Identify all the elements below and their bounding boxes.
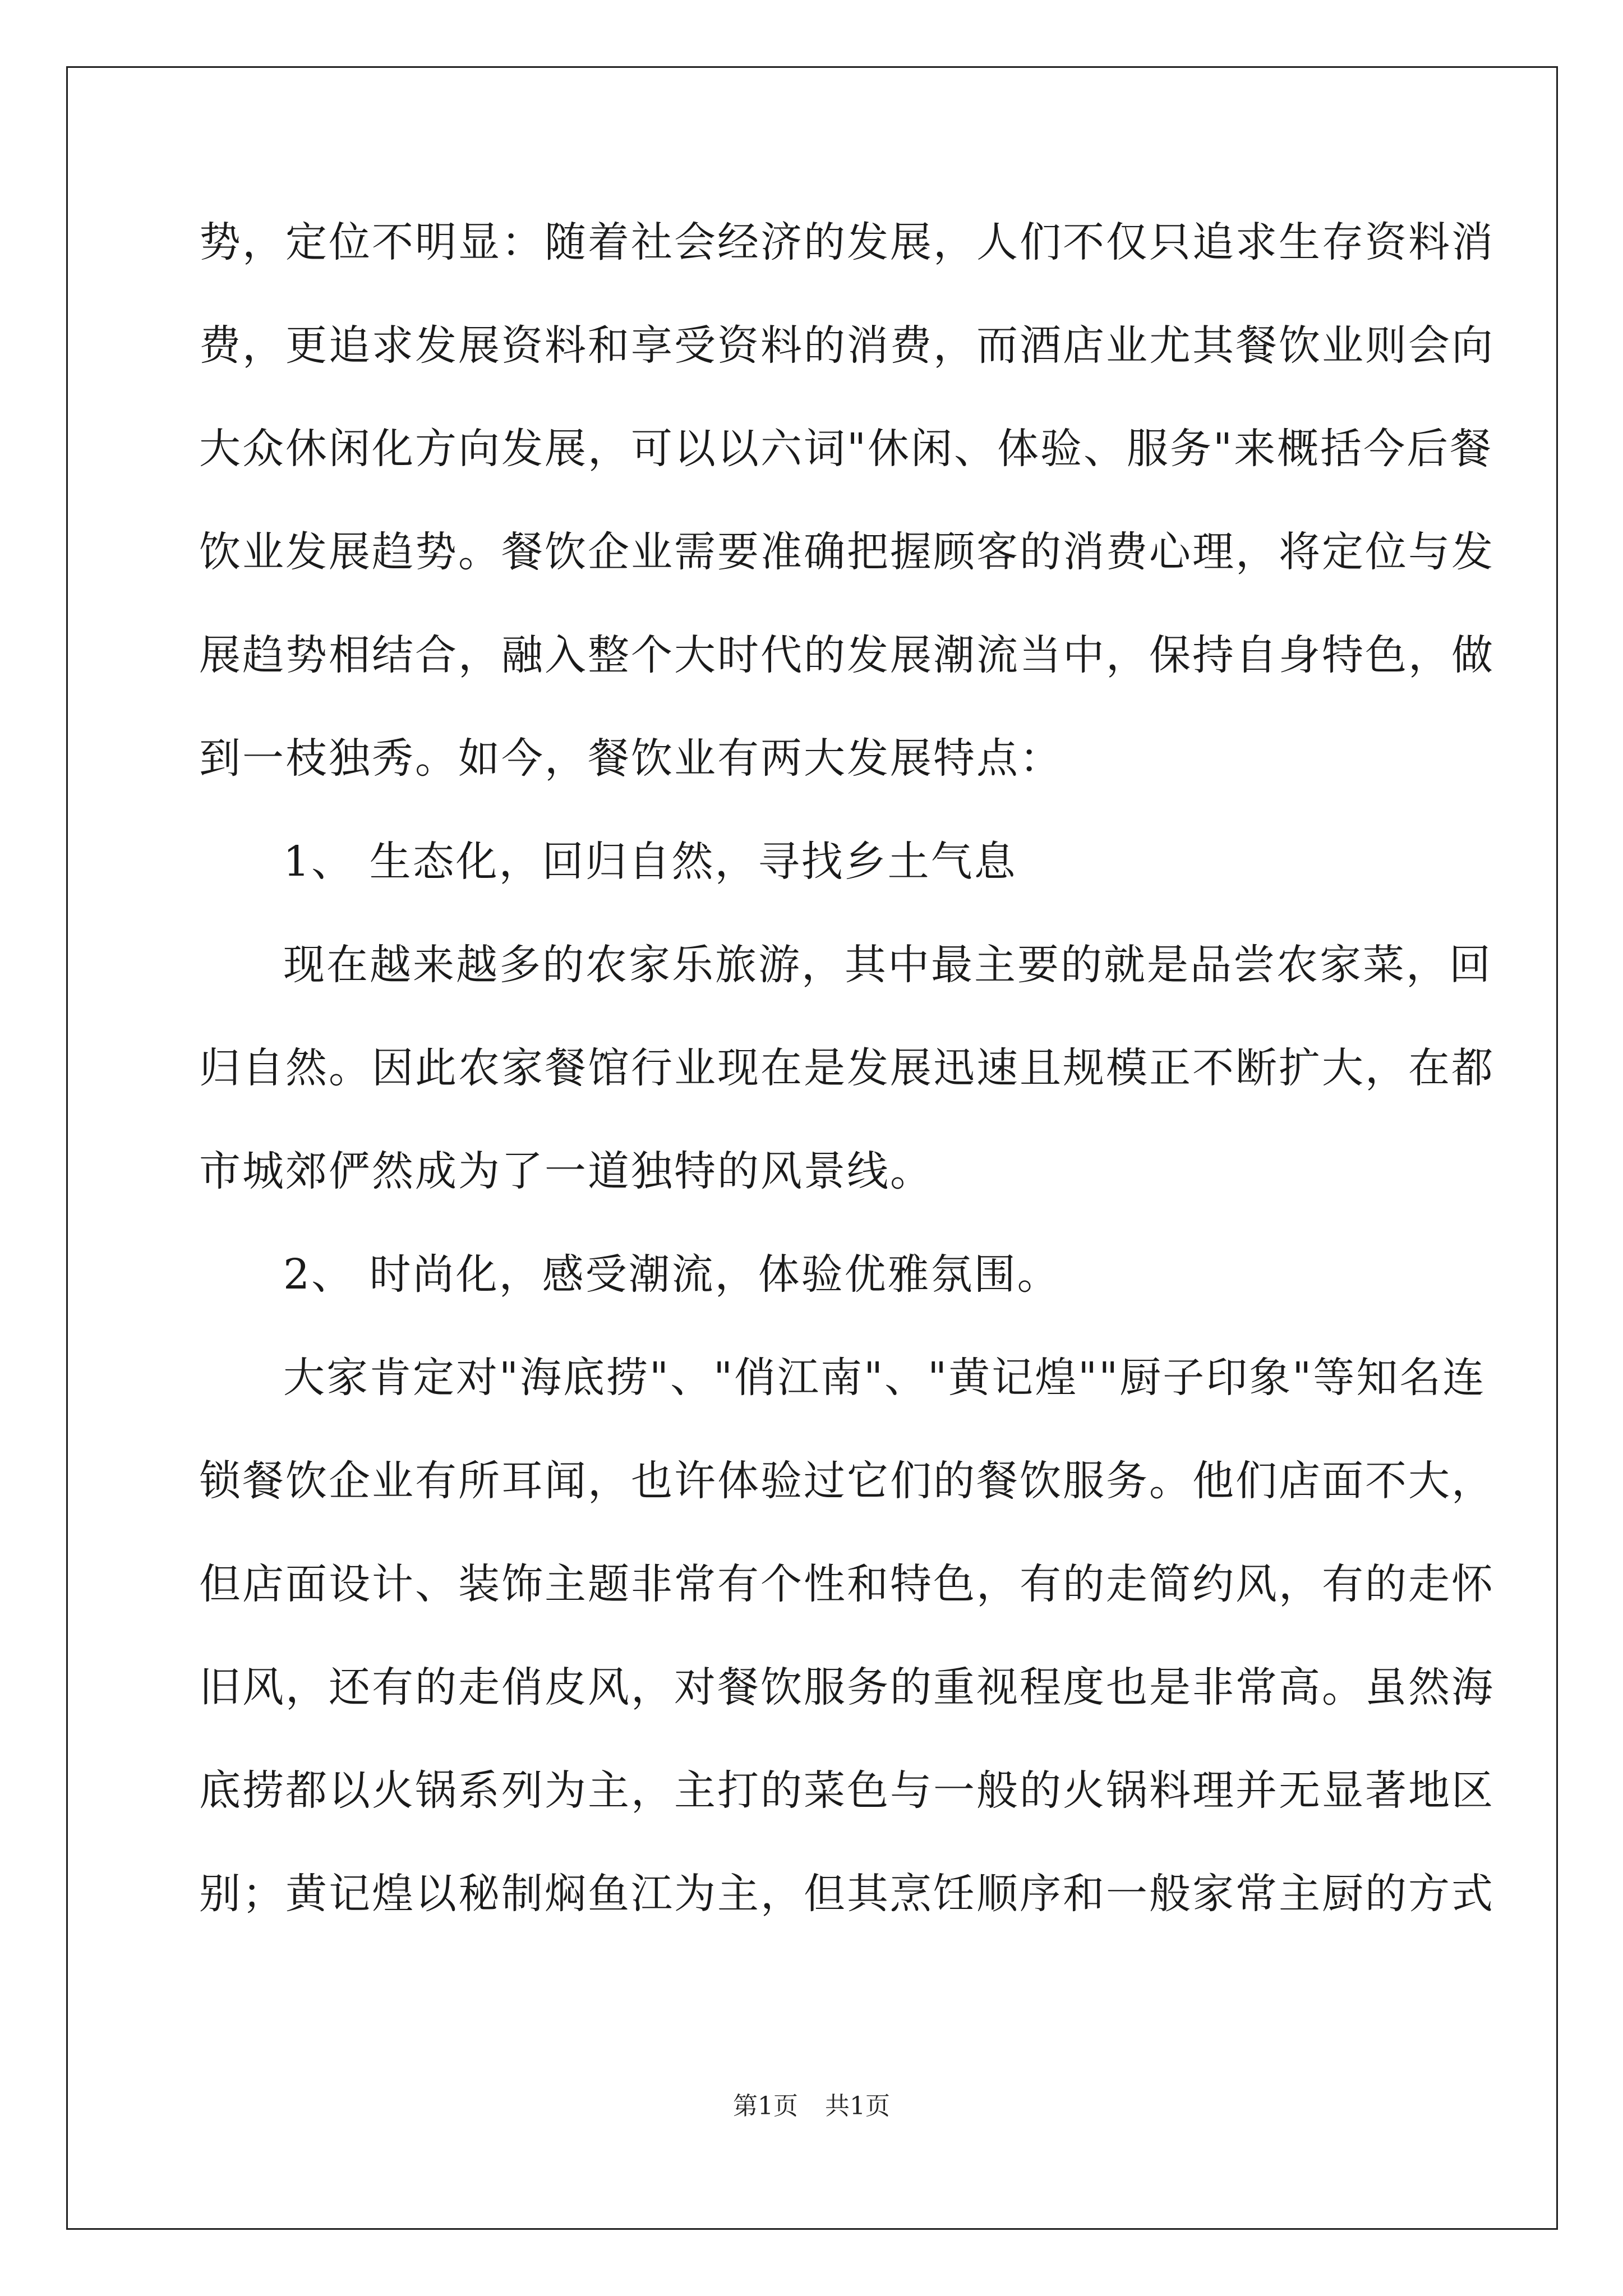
text-line: 大众休闲化方向发展，可以以六词"休闲、体验、服务"来概括今后餐 (199, 425, 1493, 473)
document-body (199, 213, 1495, 1968)
page-number: 第1页 (733, 2092, 798, 2120)
text-line: 势，定位不明显：随着社会经济的发展，人们不仅只追求生存资料消 (199, 218, 1495, 266)
text-line: 底捞都以火锅系列为主，主打的菜色与一般的火锅料理并无显著地区 (199, 1766, 1495, 1815)
text-line: 费，更追求发展资料和享受资料的消费，而酒店业尤其餐饮业则会向 (199, 321, 1495, 370)
list-item-heading: 2、 时尚化，感受潮流，体验优雅氛围。 (283, 1250, 1061, 1299)
text-line: 到一枝独秀。如今，餐饮业有两大发展特点： (199, 734, 1063, 783)
list-item-heading: 1、 生态化，回归自然，寻找乡土气息 (283, 838, 1017, 886)
text-line: 旧风，还有的走俏皮风，对餐饮服务的重视程度也是非常高。虽然海 (199, 1663, 1495, 1711)
page-footer (0, 2090, 1623, 2123)
text-line: 饮业发展趋势。餐饮企业需要准确把握顾客的消费心理，将定位与发 (199, 528, 1495, 576)
text-line: 市城郊俨然成为了一道独特的风景线。 (199, 1147, 933, 1195)
text-line: 大家肯定对"海底捞"、"俏江南"、"黄记煌""厨子印象"等知名连 (283, 1354, 1486, 1402)
text-line: 归自然。因此农家餐馆行业现在是发展迅速且规模正不断扩大，在都 (199, 1044, 1495, 1092)
text-line: 现在越来越多的农家乐旅游，其中最主要的就是品尝农家菜，回 (283, 941, 1492, 989)
text-line: 锁餐饮企业有所耳闻，也许体验过它们的餐饮服务。他们店面不大， (199, 1457, 1495, 1505)
text-line: 别；黄记煌以秘制焖鱼江为主，但其烹饪顺序和一般家常主厨的方式 (199, 1870, 1495, 1918)
text-line: 但店面设计、装饰主题非常有个性和特色，有的走简约风，有的走怀 (199, 1560, 1495, 1608)
text-line: 展趋势相结合，融入整个大时代的发展潮流当中，保持自身特色，做 (199, 631, 1495, 679)
page-total: 共1页 (825, 2092, 890, 2120)
